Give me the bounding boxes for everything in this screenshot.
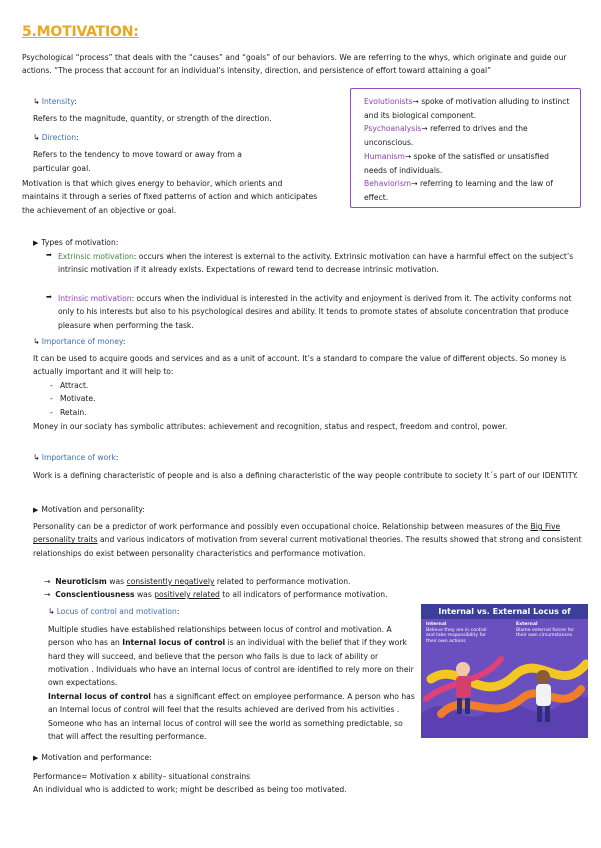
intensity-text: Refers to the magnitude, quantity, or strength of the direction. xyxy=(33,114,272,123)
triangle-bullet-icon: ▶ xyxy=(33,239,39,247)
page-title: 5.MOTIVATION: xyxy=(22,24,139,40)
types-heading: ▶ Types of motivation: xyxy=(33,238,119,247)
list-item: - Retain. xyxy=(50,407,87,417)
long-arrow-icon: → xyxy=(44,577,51,586)
internal-caption: Internal Believe they are in control and take responsibility for their own actions xyxy=(426,622,487,644)
external-caption: External Blame external forces for their own circumstances xyxy=(516,622,575,638)
theory-psychoanalysis: Psychoanalysis→ referred to drives and the unconscious. xyxy=(364,124,528,148)
direction-heading: ↳ Direction: xyxy=(33,133,79,142)
locus-heading: ↳ Locus of control and motivation: xyxy=(48,607,180,616)
extrinsic-item: ➡ Extrinsic motivation: occurs when the interest is external to the activity. Extrinsic motivation can have a harmful effect on the subject’s intrinsic motivation if it already exists. Expectations of reward tend to decrease intrinsic motivation. xyxy=(46,251,574,275)
long-arrow-icon: → xyxy=(44,590,51,599)
locus-paragraph-2: Internal locus of control has a significant effect on employee performance. A person who has an Internal locus of control will feel that the results achieved are derived from his activities . Someone who has an internal locus of control will see the world as something predictable, so that will affect the resulting performance. xyxy=(48,692,415,741)
list-item: - Motivate. xyxy=(50,394,96,404)
conscientiousness-item: → Conscientiousness was positively related to all indicators of performance motivation. xyxy=(44,590,388,599)
intensity-heading: ↳ Intensity: xyxy=(33,97,77,106)
list-item: - Attract. xyxy=(50,381,89,390)
locus-of-control-illustration xyxy=(421,604,588,738)
work-heading: ↳ Importance of work: xyxy=(33,453,119,462)
motivation-definition: Motivation is that which gives energy to behavior, which orients and maintains it through a series of fixed patterns of action and which anticipates the achievement of an objective or goal. xyxy=(22,179,318,215)
performance-formula: Performance= Motivation x ability– situational constrains xyxy=(33,772,251,781)
money-intro: It can be used to acquire goods and services and as a unit of account. It’s a standard to compare the value of different objects. So money is actually important and it will help to: xyxy=(33,354,567,377)
triangle-bullet-icon: ▶ xyxy=(33,754,39,762)
performance-heading: ▶ Motivation and performance: xyxy=(33,753,152,762)
direction-text-line2: particular goal. xyxy=(33,164,91,173)
right-arrow-bullet-icon: ➡ xyxy=(46,251,52,259)
return-arrow-icon: ↳ xyxy=(33,337,40,346)
personality-text: Personality can be a predictor of work performance and possibly even occupational choice. Relationship between measures of the Big Five personality traits and various indicators of motivation from several current motivational theories. The results showed that strong and consistent relationships do exist between personality characteristics and performance motivation. xyxy=(33,522,582,558)
return-arrow-icon: ↳ xyxy=(48,607,55,616)
theory-humanism: Humanism→ spoke of the satisfied or unsatisfied needs of individuals. xyxy=(364,151,549,175)
triangle-bullet-icon: ▶ xyxy=(33,506,39,514)
intro-paragraph: Psychological “process” that deals with the “causes” and “goals” of our behaviors. We are referring to the whys, which originate and guide our actions. “The process that account for an individual’s intensity, direction, and persistence of effort toward attaining a goal” xyxy=(22,53,567,76)
return-arrow-icon: ↳ xyxy=(33,97,40,106)
neuroticism-item: → Neuroticism was consistently negatively related to performance motivation. xyxy=(44,577,351,586)
money-heading: ↳ Importance of money: xyxy=(33,337,126,346)
return-arrow-icon: ↳ xyxy=(33,453,40,462)
theories-box xyxy=(350,88,581,208)
locus-paragraph-1: Multiple studies have established relationships between locus of control and motivation. A person who has an Internal locus of control is an individual with the belief that if they work hard they will succeed, and believe that the person who fails is due to lack of ability or motivation . Individuals who have an internal locus of control are identified to rely more on their own expectations. xyxy=(48,625,414,688)
intrinsic-item: ➡ Intrinsic motivation: occurs when the individual is interested in the activity and enjoyment is derived from it. The activity conforms not only to his interests but also to his psychological desires and ability. It tends to promote states of absolute concentration that produce pleasure when performing the task. xyxy=(46,293,572,330)
return-arrow-icon: ↳ xyxy=(33,133,40,142)
illustration-title: Internal vs. External Locus of xyxy=(421,604,588,619)
right-arrow-bullet-icon: ➡ xyxy=(46,293,52,301)
money-attributes: Money in our sociaty has symbolic attributes: achievement and recognition, status and respect, freedom and control, power. xyxy=(33,422,508,431)
work-text: Work is a defining characteristic of people and is also a defining characteristic of the way people contribute to society It´s part of our IDENTITY. xyxy=(33,471,579,480)
theory-evolutionists: Evolutionists→ spoke of motivation alluding to instinct and its biological component. xyxy=(364,97,570,120)
direction-text-line1: Refers to the tendency to move toward or away from a xyxy=(33,150,242,159)
money-list xyxy=(50,379,95,419)
performance-text: An individual who is addicted to work; might be described as being too motivated. xyxy=(33,785,347,794)
personality-heading: ▶ Motivation and personality: xyxy=(33,505,145,514)
theory-behaviorism: Behaviorism→ referring to learning and the law of effect. xyxy=(364,179,553,202)
